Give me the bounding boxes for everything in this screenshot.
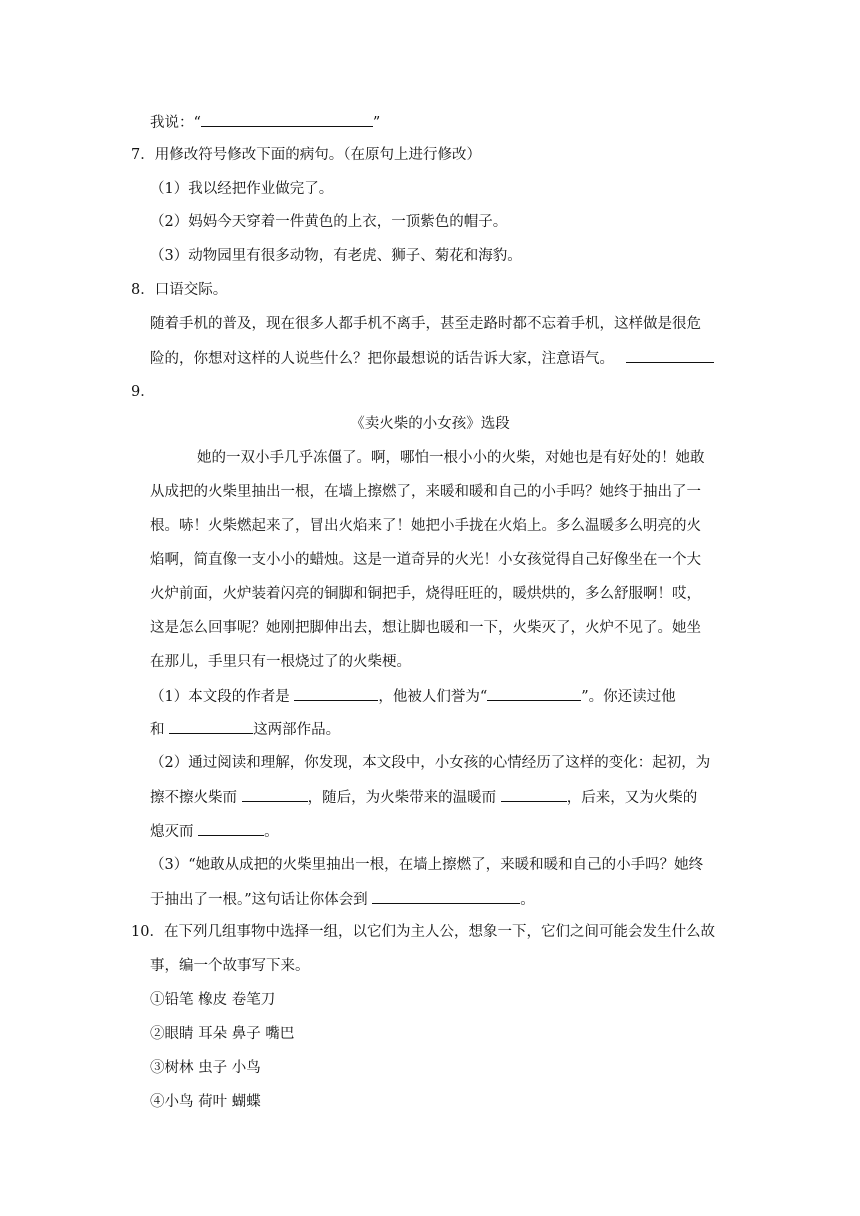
q9-passage-line-2: 从成把的火柴里抽出一根，在墙上擦燃了，来暖和暖和自己的小手吗？她终于抽出了一 (150, 484, 701, 500)
q9-sub2-text-c: ，随后，为火柴带来的温暖而 (307, 790, 501, 806)
q6-prefix: 我说：“ (150, 115, 201, 131)
q8-stem: 8．口语交际。 (131, 282, 228, 298)
q9-passage-title: 《卖火柴的小女孩》选段 (350, 416, 510, 432)
q9-passage-line-5: 火炉前面，火炉装着闪亮的铜脚和铜把手，烧得旺旺的，暖烘烘的，多么舒服啊！哎， (150, 586, 701, 602)
q9-mood-1-blank[interactable] (242, 787, 308, 802)
q9-passage-line-7: 在那儿，手里只有一根烧过了的火柴梗。 (150, 654, 411, 670)
q9-works-blank[interactable] (169, 719, 253, 734)
q10-stem-line-1: 10．在下列几组事物中选择一组，以它们为主人公，想象一下，它们之间可能会发生什么故 (131, 924, 715, 940)
q9-mood-3-blank[interactable] (198, 821, 264, 836)
q9-passage-line-1: 她的一双小手几乎冻僵了。啊，哪怕一根小小的火柴，对她也是有好处的！她敢 (197, 450, 705, 466)
q6-answer-blank[interactable] (201, 112, 373, 127)
q9-passage-line-6: 这是怎么回事呢？她刚把脚伸出去，想让脚也暖和一下，火柴灭了，火炉不见了。她坐 (150, 620, 701, 636)
q9-sub2-text-d: ，后来，又为火柴的 (566, 790, 698, 806)
q6-answer-line (150, 112, 380, 133)
q10-stem-line-2: 事，编一个故事写下来。 (150, 958, 310, 974)
q9-sub3-text-b: 于抽出了一根。”这句话让你体会到 (150, 892, 373, 908)
q9-sub1-text-a: （1）本文段的作者是 (150, 689, 295, 705)
q9-passage-line-3: 根。哧！火柴燃起来了，冒出火焰来了！她把小手拢在火焰上。多么温暖多么明亮的火 (150, 518, 701, 534)
q9-sub1-text-d: 和 (150, 722, 170, 738)
q9-sub2-line-3 (150, 821, 279, 842)
q7-item-3: （3）动物园里有很多动物，有老虎、狮子、菊花和海豹。 (150, 248, 522, 264)
q9-sub2-text-f: 。 (264, 824, 279, 840)
q9-feeling-blank[interactable] (372, 889, 520, 904)
q7-item-2: （2）妈妈今天穿着一件黄色的上衣，一顶紫色的帽子。 (150, 214, 508, 230)
q10-option-2: ②眼睛 耳朵 鼻子 嘴巴 (150, 1026, 295, 1042)
q9-sub1-text-c: ”。你还读过他 (581, 689, 676, 705)
q9-sub2-line-1: （2）通过阅读和理解，你发现，本文段中，小女孩的心情经历了这样的变化：起初，为 (150, 755, 711, 771)
q9-sub1-line-1 (150, 686, 676, 707)
q9-sub1-line-2 (150, 719, 340, 740)
q8-line-2 (150, 348, 714, 369)
q9-sub3-text-c: 。 (520, 892, 535, 908)
q8-answer-blank[interactable] (626, 348, 714, 363)
q9-sub1-text-e: 这两部作品。 (253, 722, 341, 738)
q8-line-1: 随着手机的普及，现在很多人都手机不离手，甚至走路时都不忘着手机，这样做是很危 (150, 316, 701, 332)
q9-passage-line-4: 焰啊，简直像一支小小的蜡烛。这是一道奇异的火光！小女孩觉得自己好像坐在一个大 (150, 552, 701, 568)
q8-line-2-text: 险的，你想对这样的人说些什么？把你最想说的话告诉大家，注意语气。 (150, 351, 614, 367)
q9-sub1-text-b: ，他被人们誉为“ (378, 689, 488, 705)
q9-title-blank[interactable] (487, 686, 581, 701)
q9-sub2-text-b: 擦不擦火柴而 (150, 790, 242, 806)
q10-option-3: ③树林 虫子 小鸟 (150, 1060, 261, 1076)
q6-suffix: ” (372, 115, 381, 131)
q9-number: 9． (131, 384, 155, 400)
q10-option-1: ①铅笔 橡皮 卷笔刀 (150, 992, 276, 1008)
q7-stem: 7．用修改符号修改下面的病句。（在原句上进行修改） (131, 147, 481, 163)
q10-option-4: ④小鸟 荷叶 蝴蝶 (150, 1094, 261, 1110)
q7-item-1: （1）我以经把作业做完了。 (150, 181, 334, 197)
q9-author-blank[interactable] (294, 686, 378, 701)
q9-sub3-line-2 (150, 889, 535, 910)
q9-sub2-line-2 (150, 787, 697, 808)
q9-mood-2-blank[interactable] (501, 787, 567, 802)
q9-sub3-line-1: （3）“她敢从成把的火柴里抽出一根，在墙上擦燃了，来暖和暖和自己的小手吗？她终 (150, 857, 704, 873)
q9-sub2-text-e: 熄灭而 (150, 824, 199, 840)
